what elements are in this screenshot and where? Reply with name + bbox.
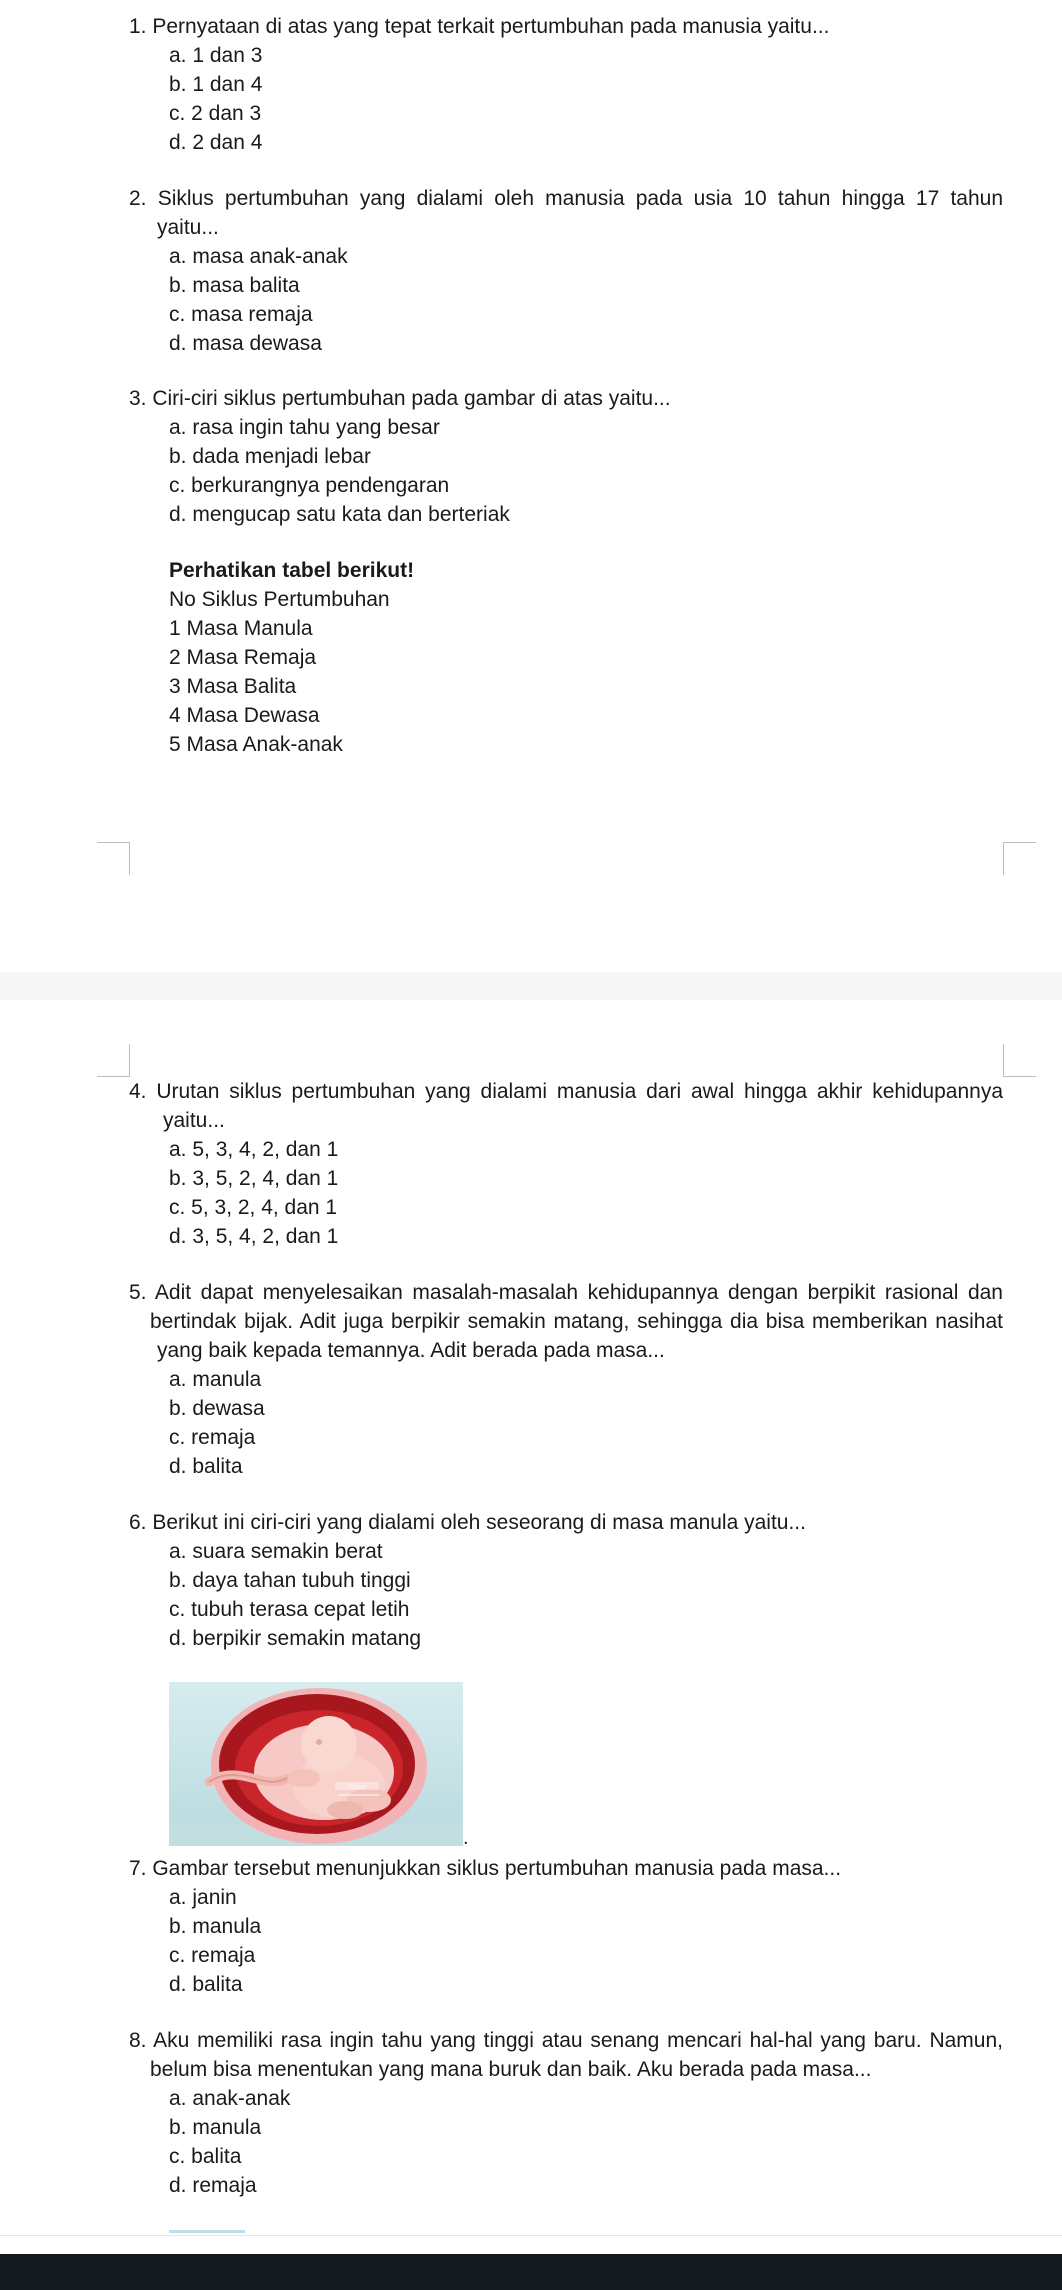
option-a: a. anak-anak [169,2087,291,2110]
fetus-in-womb-illustration-icon [169,1682,463,1846]
option-c: c. masa remaja [169,303,313,326]
option-a: a. rasa ingin tahu yang besar [169,416,440,439]
option-b: b. 3, 5, 2, 4, dan 1 [169,1167,339,1190]
growth-cycle-table [0,556,1062,759]
question-5 [0,1278,1062,1481]
page-edge-divider [0,2235,1062,2236]
question-stem: 3. Ciri-ciri siklus pertumbuhan pada gambar di atas yaitu... [129,387,671,410]
question-stem-line-1: 2. Siklus pertumbuhan yang dialami oleh manusia pada usia 10 tahun hingga 17 tahun [129,187,1003,210]
figure-caption-dot: . [463,1827,469,1849]
question-stem-line-1: 4. Urutan siklus pertumbuhan yang dialami manusia dari awal hingga akhir kehidupannya [129,1080,1003,1103]
page-gap [0,972,1062,1000]
system-navigation-bar [0,2254,1062,2290]
option-b: b. masa balita [169,274,300,297]
page-corner-mark [97,842,130,875]
table-header: No Siklus Pertumbuhan [169,588,390,611]
option-c: c. berkurangnya pendengaran [169,474,450,497]
page-corner-mark [97,1044,130,1077]
option-a: a. manula [169,1368,262,1391]
option-a: a. janin [169,1886,237,1909]
question-stem: 6. Berikut ini ciri-ciri yang dialami oleh seseorang di masa manula yaitu... [129,1511,806,1534]
question-stem-line-1: 8. Aku memiliki rasa ingin tahu yang tinggi atau senang mencari hal-hal yang baru. Namun, [129,2029,1003,2052]
partial-image-edge [169,2230,245,2233]
question-stem-line-2: belum bisa menentukan yang mana buruk dan baik. Aku berada pada masa... [150,2058,872,2081]
option-b: b. daya tahan tubuh tinggi [169,1569,411,1592]
option-c: c. 2 dan 3 [169,102,262,125]
page-corner-mark [1003,842,1036,875]
option-c: c. balita [169,2145,242,2168]
option-d: d. masa dewasa [169,332,322,355]
option-b: b. 1 dan 4 [169,73,263,96]
question-7 [0,1854,1062,1999]
option-d: d. 2 dan 4 [169,131,263,154]
option-b: b. manula [169,2116,262,2139]
option-d: d. mengucap satu kata dan berteriak [169,503,510,526]
figure-watermark: iStock [347,1784,367,1791]
option-c: c. tubuh terasa cepat letih [169,1598,410,1621]
table-row: 3 Masa Balita [169,675,297,698]
question-8 [0,2026,1062,2200]
question-4 [0,1077,1062,1251]
option-d: d. balita [169,1455,243,1478]
option-a: a. 5, 3, 4, 2, dan 1 [169,1138,339,1161]
option-d: d. berpikir semakin matang [169,1627,422,1650]
option-c: c. 5, 3, 2, 4, dan 1 [169,1196,338,1219]
page-corner-mark [1003,1044,1036,1077]
question-stem-line-1: 5. Adit dapat menyelesaikan masalah-masalah kehidupannya dengan berpikit rasional dan [129,1281,1003,1304]
option-c: c. remaja [169,1944,256,1967]
table-row: 5 Masa Anak-anak [169,733,343,756]
question-stem-line-3: yang baik kepada temannya. Adit berada pada masa... [157,1339,665,1362]
table-row: 1 Masa Manula [169,617,313,640]
question-stem: 1. Pernyataan di atas yang tepat terkait pertumbuhan pada manusia yaitu... [129,15,830,38]
question-stem-line-2: yaitu... [157,216,219,239]
table-row: 2 Masa Remaja [169,646,317,669]
option-a: a. 1 dan 3 [169,44,263,67]
option-b: b. dada menjadi lebar [169,445,371,468]
fetus-in-womb-image [169,1682,463,1846]
question-2 [0,184,1062,358]
table-row: 4 Masa Dewasa [169,704,320,727]
question-3 [0,384,1062,529]
option-a: a. masa anak-anak [169,245,348,268]
table-title: Perhatikan tabel berikut! [169,559,415,582]
option-d: d. balita [169,1973,243,1996]
option-a: a. suara semakin berat [169,1540,383,1563]
question-stem-line-2: bertindak bijak. Adit juga berpikir semakin matang, sehingga dia bisa memberikan nasihat [150,1310,1003,1333]
question-stem: 7. Gambar tersebut menunjukkan siklus pertumbuhan manusia pada masa... [129,1857,842,1880]
option-d: d. 3, 5, 4, 2, dan 1 [169,1225,339,1248]
option-c: c. remaja [169,1426,256,1449]
question-6 [0,1508,1062,1653]
question-stem-line-2: yaitu... [163,1109,225,1132]
option-b: b. dewasa [169,1397,265,1420]
option-b: b. manula [169,1915,262,1938]
option-d: d. remaja [169,2174,257,2197]
question-1 [0,12,1062,157]
